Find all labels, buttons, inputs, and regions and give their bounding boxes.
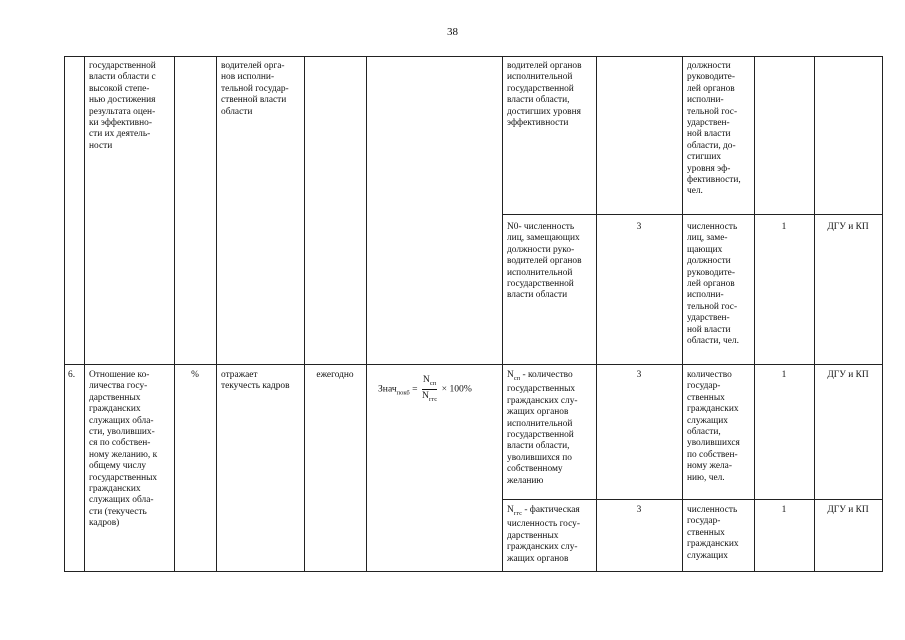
source-n0: ДГУ и КП	[827, 222, 869, 232]
base-indicator-cont: водителей органов исполнительной государственной власти области, достигших уровня эффективности	[507, 61, 582, 129]
base-text: - фактическая численность госу- дарственных гражданских слу- жащих органов	[507, 505, 580, 564]
formula-tail: × 100%	[441, 383, 472, 395]
base-letter: N	[507, 505, 514, 515]
row-line	[502, 214, 883, 215]
formula-eq: =	[412, 383, 418, 395]
base-sub: сп	[513, 374, 521, 382]
table-bottom-border	[64, 571, 883, 572]
method-nsp: 3	[636, 370, 642, 380]
col-line	[502, 56, 503, 572]
form-nsp: 1	[781, 370, 787, 380]
numerator-letter: N	[422, 374, 430, 385]
col-line	[754, 56, 755, 572]
base-text: - количество государственных гражданских слу- жащих органов исполнительной государственной власти области, уволившихся по собственному желанию	[507, 370, 578, 486]
base-sub: ггс	[513, 509, 522, 517]
numerator-sub: сп	[429, 379, 437, 387]
page-number: 38	[447, 26, 458, 38]
indicator-description-cont: водителей орга- нов исполни- тельной государ- ственной власти области	[221, 61, 289, 117]
indicator-unit-nggs: численность государ- ственных гражданских служащих	[687, 505, 739, 561]
formula-lhs-sub: покб	[396, 389, 410, 397]
indicator-name-cont: государственной власти области с высокой степе- нью достижения результата оцен- ки эффективно- сти их деятель- ности	[89, 61, 156, 151]
col-line	[682, 56, 683, 572]
denominator-letter: N	[422, 389, 429, 401]
col-line	[882, 56, 883, 572]
unit: %	[191, 370, 199, 380]
col-line	[84, 56, 85, 572]
formula-denominator	[422, 390, 437, 405]
indicator-description: отражает текучесть кадров	[221, 370, 290, 392]
col-line	[366, 56, 367, 572]
table-top-border	[64, 56, 883, 57]
col-line	[216, 56, 217, 572]
indicator-unit-nsp: количество государ- ственных гражданских служащих области, уволившихся по собствен- ному жела- нию, чел.	[687, 370, 740, 483]
periodicity: ежегодно	[316, 370, 354, 380]
col-line	[64, 56, 65, 572]
col-line	[596, 56, 597, 572]
base-letter: N	[507, 370, 514, 380]
row-number: 6.	[68, 370, 76, 380]
base-indicator-nsp	[507, 370, 578, 487]
base-indicator-n0: N0- численность лиц, замещающих должности руко- водителей органов исполнительной государственной власти области	[507, 222, 582, 301]
formula-fraction	[422, 374, 437, 405]
calculation-formula	[378, 374, 472, 405]
method-nggs: 3	[636, 505, 642, 515]
method-n0: 3	[636, 222, 642, 232]
formula-lhs: Знач	[378, 383, 397, 395]
form-n0: 1	[781, 222, 787, 232]
form-nggs: 1	[781, 505, 787, 515]
indicator-unit-cont: должности руководите- лей органов исполни- тельной гос- ударствен- ной власти области, до- стигших уровня эф- фективности, чел.	[687, 61, 741, 197]
base-indicator-nggs	[507, 505, 580, 565]
indicators-table	[64, 56, 883, 572]
col-line	[304, 56, 305, 572]
denominator-sub: ггс	[428, 395, 438, 403]
source-nsp: ДГУ и КП	[827, 370, 869, 380]
col-line	[814, 56, 815, 572]
col-line	[174, 56, 175, 572]
indicator-unit-n0: численность лиц, заме- щающих должности руководите- лей органов исполни- тельной гос- ударствен- ной власти области, чел.	[687, 222, 739, 347]
formula-numerator	[422, 374, 437, 390]
source-nggs: ДГУ и КП	[827, 505, 869, 515]
indicator-name: Отношение ко- личества госу- дарственных гражданских служащих обла- сти, уволивших- ся по собствен- ному желанию, к общему числу государственных гражданских служащих обла- сти (текучесть кадров)	[89, 370, 158, 529]
row-line	[64, 364, 883, 365]
row-line	[502, 499, 883, 500]
